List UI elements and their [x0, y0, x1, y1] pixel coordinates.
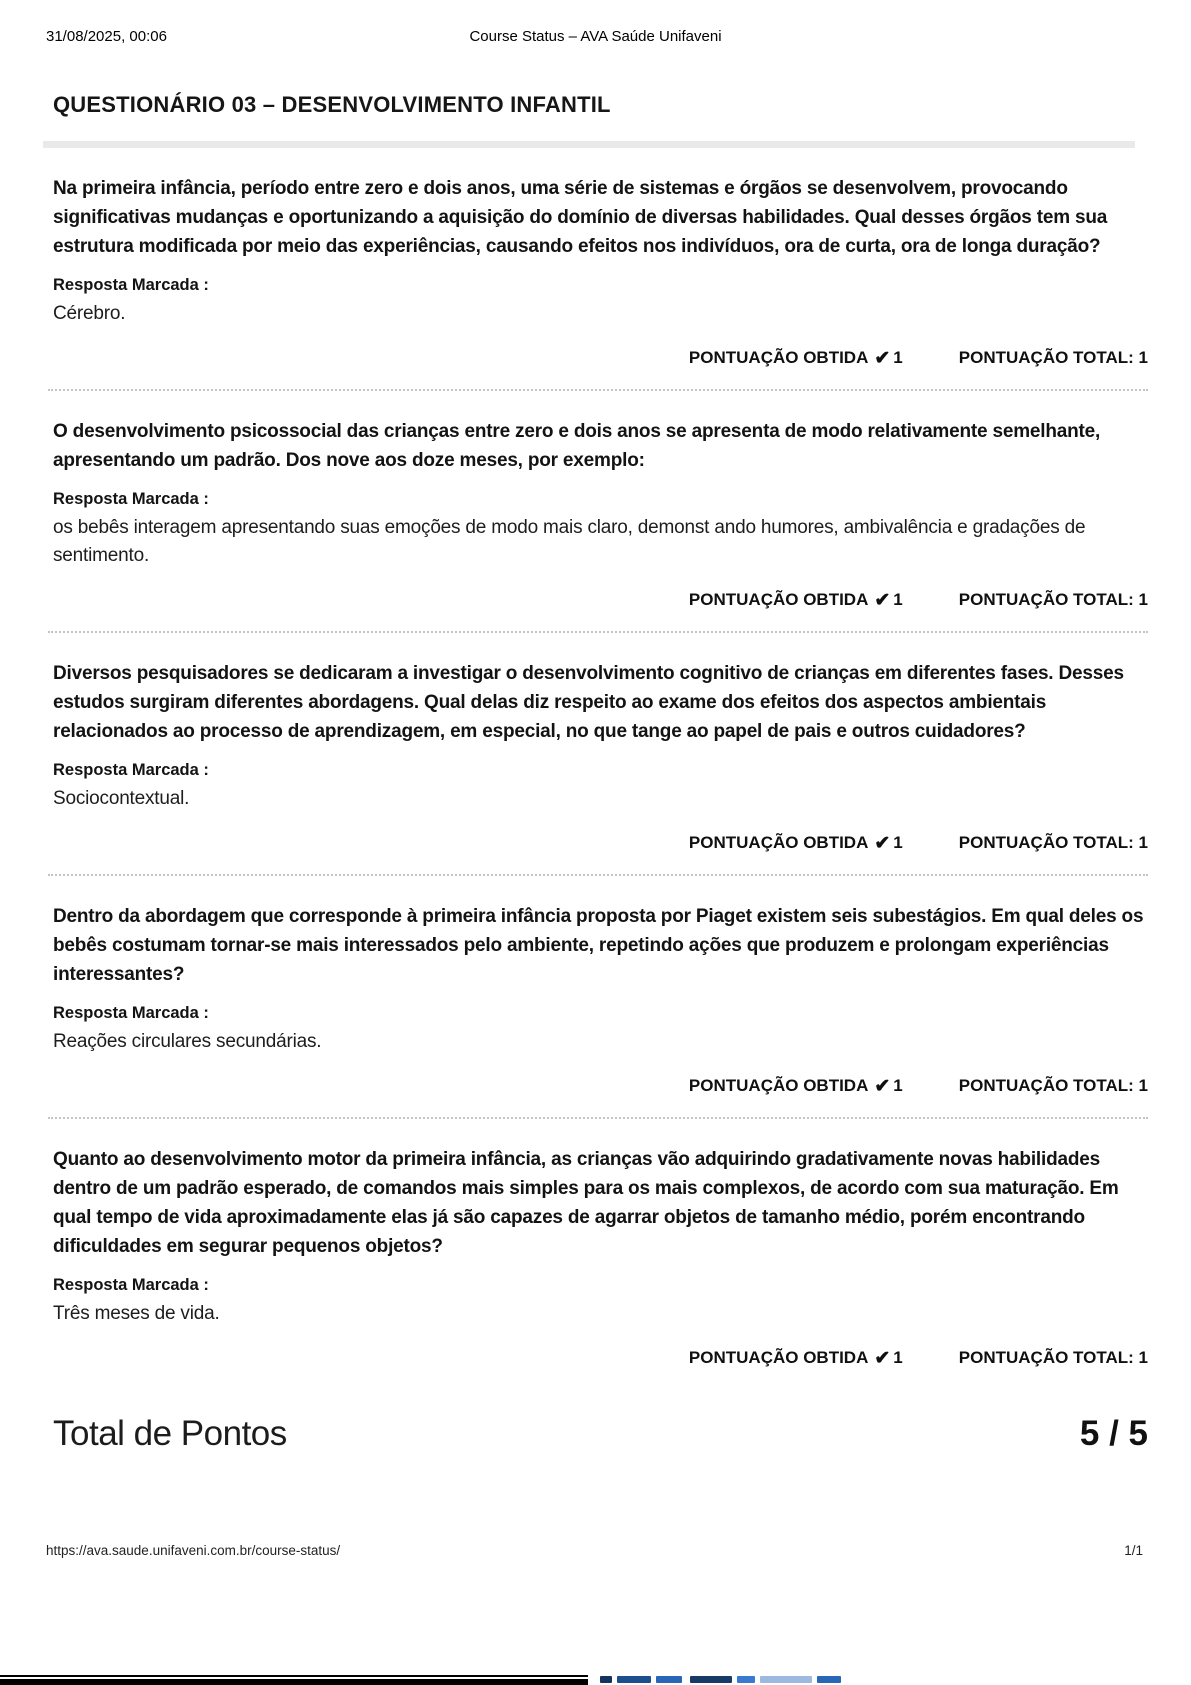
score-total — [959, 587, 1148, 612]
score-row — [53, 587, 1148, 612]
score-row — [53, 345, 1148, 370]
question-block-1 — [53, 174, 1148, 391]
check-icon: ✔ — [874, 590, 891, 611]
question-separator — [48, 1117, 1148, 1119]
answer-label: Resposta Marcada : — [53, 1004, 209, 1022]
artifact-black-bar — [0, 1675, 588, 1685]
score-obtained — [689, 587, 903, 612]
total-points-value: 5 / 5 — [1079, 1414, 1148, 1453]
quiz-report — [53, 90, 1148, 1454]
question-separator — [48, 389, 1148, 391]
answer-text: Sociocontextual. — [53, 788, 190, 809]
print-url: https://ava.saude.unifaveni.com.br/course-status/ — [46, 1543, 341, 1558]
score-obtained-value: 1 — [893, 833, 903, 852]
question-block-4 — [53, 902, 1148, 1119]
check-icon: ✔ — [874, 1076, 891, 1097]
score-row — [53, 1345, 1148, 1370]
print-doc-title: Course Status – AVA Saúde Unifaveni — [469, 28, 722, 45]
score-total-value: 1 — [1138, 348, 1148, 367]
answer-label: Resposta Marcada : — [53, 761, 209, 779]
check-icon: ✔ — [874, 348, 891, 369]
answer-label: Resposta Marcada : — [53, 490, 209, 508]
score-obtained — [689, 1345, 903, 1370]
score-row — [53, 830, 1148, 855]
score-total-value: 1 — [1138, 1076, 1148, 1095]
window-edge-artifact — [0, 1673, 1191, 1685]
score-obtained-label: PONTUAÇÃO OBTIDA — [688, 1076, 869, 1095]
artifact-fragment — [690, 1676, 732, 1683]
question-block-3 — [53, 659, 1148, 876]
score-total-label: PONTUAÇÃO TOTAL: — [958, 1348, 1134, 1367]
score-obtained — [689, 1073, 903, 1098]
answer-label: Resposta Marcada : — [53, 1276, 209, 1294]
total-row — [53, 1414, 1148, 1454]
quiz-title: QUESTIONÁRIO 03 – DESENVOLVIMENTO INFANTIL — [53, 92, 611, 117]
score-obtained-value: 1 — [893, 1348, 903, 1367]
score-obtained-label: PONTUAÇÃO OBTIDA — [688, 833, 869, 852]
total-points-label: Total de Pontos — [53, 1414, 287, 1453]
artifact-fragment — [656, 1676, 682, 1683]
score-total-label: PONTUAÇÃO TOTAL: — [958, 1076, 1134, 1095]
question-text: Na primeira infância, período entre zero e dois anos, uma série de sistemas e órgãos se desenvolvem, provocando significativas mudanças e oportunizando a aquisição do domínio de diversas habilidades. Qual desses órgãos tem sua estrutura modificada por meio das experiências, causando efeitos nos indivíduos, ora de curta, ora de longa duração? — [53, 178, 1108, 257]
question-text: Dentro da abordagem que corresponde à primeira infância proposta por Piaget existem seis subestágios. Em qual deles os bebês costumam tornar-se mais interessados pelo ambiente, repetindo ações que produzem e prolongam experiências interessantes? — [53, 906, 1144, 985]
question-text: Diversos pesquisadores se dedicaram a investigar o desenvolvimento cognitivo de crianças em diferentes fases. Desses estudos surgiram diferentes abordagens. Qual delas diz respeito ao exame dos efeitos dos aspectos ambientais relacionados ao processo de aprendizagem, em especial, no que tange ao papel de pais e outros cuidadores? — [53, 663, 1124, 742]
score-obtained-value: 1 — [893, 348, 903, 367]
score-total — [959, 1345, 1148, 1370]
score-total-value: 1 — [1138, 590, 1148, 609]
answer-text: Três meses de vida. — [53, 1303, 220, 1324]
question-block-2 — [53, 417, 1148, 633]
score-total — [959, 1073, 1148, 1098]
score-total-label: PONTUAÇÃO TOTAL: — [958, 833, 1134, 852]
question-text: Quanto ao desenvolvimento motor da primeira infância, as crianças vão adquirindo gradativamente novas habilidades dentro de um padrão esperado, de comandos mais simples para os mais complexos, de acordo com sua maturação. Em qual tempo de vida aproximadamente elas já são capazes de agarrar objetos de tamanho médio, porém encontrando dificuldades em segurar pequenos objetos? — [53, 1149, 1119, 1257]
check-icon: ✔ — [874, 833, 891, 854]
score-total — [959, 830, 1148, 855]
answer-label: Resposta Marcada : — [53, 276, 209, 294]
print-page-number: 1/1 — [1124, 1543, 1143, 1558]
score-obtained — [689, 830, 903, 855]
answer-text: Reações circulares secundárias. — [53, 1031, 322, 1052]
artifact-fragment — [600, 1676, 612, 1683]
score-obtained — [689, 345, 903, 370]
answer-text: os bebês interagem apresentando suas emoções de modo mais claro, demonst ando humores, ambivalência e gradações de sentimento. — [53, 517, 1086, 566]
answer-text: Cérebro. — [53, 303, 126, 324]
title-divider-bar — [43, 141, 1135, 148]
question-separator — [48, 631, 1148, 633]
question-text: O desenvolvimento psicossocial das crianças entre zero e dois anos se apresenta de modo relativamente semelhante, apresentando um padrão. Dos nove aos doze meses, por exemplo: — [53, 421, 1101, 471]
question-separator — [48, 874, 1148, 876]
artifact-fragment — [737, 1676, 755, 1683]
score-obtained-label: PONTUAÇÃO OBTIDA — [688, 348, 869, 367]
artifact-fragment — [817, 1676, 841, 1683]
print-header — [46, 28, 1145, 48]
score-row — [53, 1073, 1148, 1098]
score-obtained-value: 1 — [893, 590, 903, 609]
question-block-5 — [53, 1145, 1148, 1370]
score-total — [959, 345, 1148, 370]
score-total-label: PONTUAÇÃO TOTAL: — [958, 348, 1134, 367]
artifact-fragment — [617, 1676, 651, 1683]
score-obtained-value: 1 — [893, 1076, 903, 1095]
score-total-value: 1 — [1138, 1348, 1148, 1367]
score-total-value: 1 — [1138, 833, 1148, 852]
score-total-label: PONTUAÇÃO TOTAL: — [958, 590, 1134, 609]
artifact-fragment — [760, 1676, 812, 1683]
score-obtained-label: PONTUAÇÃO OBTIDA — [688, 1348, 869, 1367]
check-icon: ✔ — [874, 1348, 891, 1369]
score-obtained-label: PONTUAÇÃO OBTIDA — [688, 590, 869, 609]
print-datetime: 31/08/2025, 00:06 — [46, 28, 167, 45]
